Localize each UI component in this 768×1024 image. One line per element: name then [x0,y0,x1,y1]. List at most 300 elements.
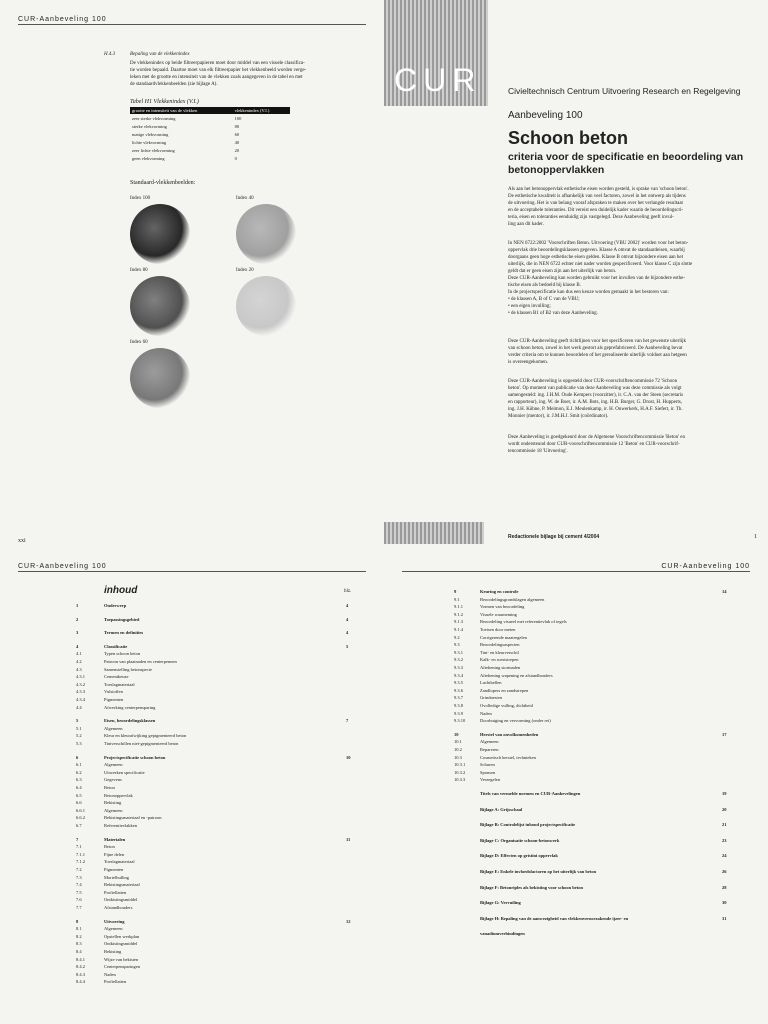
toc-entry-page: 4 [346,616,349,622]
toc-entry [454,777,732,784]
toc-entry-page: 10 [346,754,351,760]
toc-entry-title: Onderwerp [104,603,127,608]
header-rule [402,571,750,572]
toc-entry-title: Bijlage D: Effecten op gristini oppervlak [480,853,558,859]
toc-entry-number: 4.4 [76,704,82,710]
toc-entry-title: Tint- en kleurverschil [480,649,519,655]
toc-entry [454,703,732,710]
toc-entry-title: Tintverschillen niet-gepigmenteerd beton [104,741,179,746]
toc-entry [76,770,356,777]
text-line: • een eigen invulling; [508,304,551,309]
toc-entry-title: Luchtbellen [480,680,502,686]
toc-entry [76,852,356,859]
toc-entry-title: Algemeen [104,926,123,932]
toc-entry-page: 12 [346,918,351,924]
toc-entry-title: Repareren [480,747,499,752]
table-cell: 40 [234,139,240,145]
toc-entry-number: 2 [76,616,79,622]
toc-entry-page: 4 [346,630,349,636]
toc-entry-title: Pigmenten [104,867,124,872]
toc-entry [76,630,356,637]
page-number: 1 [754,534,757,540]
toc-entry-number: 6.5 [76,792,82,798]
table-cell: 20 [234,147,240,153]
toc-entry-number: 1 [76,603,79,608]
toc-entry-title: Ontkistingsmiddel [104,897,138,903]
text-line: is overeengekomen. [508,360,548,365]
text-line: In de projectspecificatie kan dus een keuze worden gemaakt in het bestoren van: [508,290,669,295]
toc-entry-title: Afwerking centerpensparing [104,704,156,710]
toc-entry [76,949,356,956]
running-head: CUR-Aanbeveling 100 [661,563,750,570]
toc-entry-number: 9.2 [454,634,460,640]
toc-entry-title: Fijne delen [104,851,125,857]
toc-entry-title: Algemeen [104,807,123,813]
toc-entry [76,651,356,658]
toc-entry [76,875,356,882]
text-line: geldt dat er geen eisen zijn aan het uiterlijk van beton. [508,269,617,274]
table-cell: zeer lichte vlekvorming [132,147,175,153]
toc-entry [454,755,732,762]
text-line: oppervlak drie beoordelingsklassen gegeven. Klasse A omvat de standaardeisen, waarbij [508,248,685,253]
toc-entry-title: Wijze van bekisten [104,956,139,962]
toc-entry-title: Patroon van plaatnaden en centerpennen [104,659,177,664]
toc-entry-number: 10.3.2 [454,769,466,775]
table-row [130,114,290,122]
toc-entry [454,791,732,798]
toc-entry-number: 10.1 [454,739,462,745]
toc-entry-title: Naden [104,971,116,977]
toc-entry-number: 8.4.2 [76,964,85,970]
text-line: In NEN 6722:2002 'Voorschriften Beton. Uitvoering (VBU 2002)' worden voor het beton- [508,241,689,246]
toc-entry [76,926,356,933]
footer-text: Redactionele bijlage bij cement 4/2004 [508,534,600,540]
table-cell: 60 [234,131,240,137]
toc-entry [76,890,356,897]
toc-entry-page: 20 [722,806,727,812]
toc-entry-title: Algemeen [480,739,499,745]
text-line: en de acceptabele toleranties. Dit vereist een duidelijk kader waarin de beoordelingscri- [508,208,684,213]
running-head: CUR-Aanbeveling 100 [18,563,107,570]
toc-entry-number: 10.3.1 [454,762,466,768]
toc-entry [454,597,732,604]
toc-entry [454,931,732,938]
text-line: doorgaans geen hoge esthetische eisen gelden. Klasse B omvat bijzondere eisen aan het [508,255,683,260]
toc-entry-title: Algemeen [104,762,123,768]
text-line: beton'. Op moment van publicatie van deze Aanbeveling was deze commissie als volgt [508,386,682,391]
text-line: Als aan het betonoppervlak esthetische eisen worden gesteld, is sprake van 'schoon beton'. [508,187,689,192]
table-cell: 80 [234,123,240,129]
toc-entry-title: Zandlopers en zandstrepen [480,687,529,693]
toc-entry [76,741,356,748]
toc-entry-title: Mortelbulling [104,874,129,880]
toc-entry-number: 8.4.4 [76,979,85,985]
toc-entry-number: 9.1.1 [454,604,463,610]
toc-entry-number: 9.1 [454,596,460,602]
section-title: Bepaling van de vlekkenindex [130,52,190,57]
toc-entry-number: 4.1 [76,651,82,657]
table-row [130,130,290,138]
toc-entry [454,718,732,725]
toc-entry-number: 5 [76,718,79,724]
toc-entry [454,739,732,746]
toc-entry-title: vanadiumverbindingen [480,931,525,937]
text-line: samengesteld: ing. J.H.M. Oude Kempers (voorzitter), ir. C.A. van der Steen (secretaris [508,393,684,398]
toc-entry-number: 8.1 [76,926,82,932]
toc-entry-title: Bekisting [104,949,122,954]
toc-entry-number: 8.4.3 [76,971,85,977]
table-cell: lichte vlekvorming [132,139,167,145]
toc-entry-title: Afstandhouders [104,905,133,910]
text-line: Deze Aanbeveling is goedgekeurd door de Algemene Voorschriftencommissie 'Beton' en [508,435,685,440]
toc-entry [76,905,356,912]
toc-entry-number: 7.1 [76,844,82,850]
toc-entry [76,934,356,941]
table-cell: matige vlekvorming [132,131,169,137]
toc-entry [76,897,356,904]
text-line: Deze CUR-Aanbeveling kan worden gebruikt voor het invullen van de bijzondere esthe- [508,276,686,281]
text-line: de uitvoering. Het is van belang vooraf afspraken te maken over het verlangde resultaat [508,201,683,206]
swatch-label: Index 20 [236,268,254,273]
toc-entry-number: 9.3.7 [454,695,463,701]
toc-entry-page: 28 [722,884,727,890]
toc-entry-title: Referentievlakken [104,823,137,828]
text-line: leken met de grootte en intensiteit van de vlekken zoals aangegeven in de tabel en met [130,75,303,80]
toc-entry-page: 23 [722,837,727,843]
toc-entry-number: 6.6.2 [76,815,85,821]
scope-paragraph [508,338,753,366]
swatch-label: Index 60 [130,340,148,345]
stain-pattern-image [130,204,190,264]
toc-entry-title: Bijlage H: Bepaling van de aanwezigheid van vlekkenveroorzakende ijzer- en [480,915,629,921]
toc-entry-number: 9.3 [454,642,460,648]
cur-logo: CUR [394,62,482,98]
toc-entry-title: Beton [104,844,115,850]
toc-entry-title: Uitwerken specificatie [104,769,145,775]
toc-entry-title: Doorbuiging en vervorming (onder rei) [480,718,551,724]
text-line: de standaardvlekkenbeelden (zie bijlage A). [130,82,218,87]
toc-entry [76,682,356,689]
page-cover [384,0,768,557]
toc-entry [76,644,356,651]
toc-entry [76,667,356,674]
text-line: van schoon beton, zowel in het werk gestort als geprefabriceerd. De Aanbeveling bevat [508,346,683,351]
toc-entry-title: Kalk- en roeststrepen [480,657,519,663]
toc-entry [76,941,356,948]
toc-entry-page: 4 [346,603,349,608]
toc-entry-number: 6.2 [76,769,82,775]
text-line: De vlekkenindex op beide filtreerpapieren moet door middel van een visuele classifica- [130,61,305,66]
toc-entry-number: 9.1.2 [454,611,463,617]
toc-entry-title: Toeslagmateriaal [104,859,135,865]
toc-entry [454,619,732,626]
subtitle: criteria voor de specificatie en beoordeling van betonoppervlakken [508,151,744,176]
toc-entry-number: 7.4 [76,882,82,888]
toc-entry-title: Gegevens [104,777,122,783]
header-rule [18,571,366,572]
toc-entry [76,705,356,712]
text-line: Deze CUR-Aanbeveling is opgesteld door CUR-voorschriftencommissie 72 'Schoon [508,379,678,384]
toc-entry-number: 8 [76,918,79,924]
toc-entry-number: 9.3.2 [454,657,463,663]
toc-page-column-label: blz. [344,589,352,594]
toc-entry-number: 9.3.8 [454,703,463,708]
toc-entry-title: Toepassingsgebied [104,616,140,622]
toc-entry-title: Beoordelingsgrondslagen algemeen [480,596,545,602]
table-cell: sterke vlekvorming [132,123,167,129]
text-line: Deze CUR-Aanbeveling geeft richtlijnen voor het specificeren van het gewenste uiterlijk [508,339,686,344]
toc-entry-title: Grindnesten [480,695,502,701]
text-line: tische eisen als bedoeld bij klasse B. [508,283,581,288]
toc-entry-title: Uitvoering [104,918,125,924]
swatch-label: Index 100 [130,196,151,201]
toc-entry-number: 9.3.6 [454,687,463,693]
table-header-cell: vlekkenindex (V.I.) [233,107,290,114]
toc-entry [76,964,356,971]
toc-entry [454,627,732,634]
toc-entry-title: Corrigerende maatregelen [480,634,527,640]
toc-entry-number: 6.6.1 [76,807,85,813]
toc-entry-title: Termen en definities [104,630,144,636]
toc-entry-page: 26 [722,869,727,874]
classes-paragraph [508,240,753,317]
toc-entry-title: Profiellatten [104,979,127,985]
toc-entry [454,665,732,672]
table-cell: geen vlekvorming [132,155,165,161]
toc-entry [76,755,356,762]
toc-entry [454,770,732,777]
toc-entry [76,800,356,807]
toc-entry-title: Aftekening wapening en afstandhouders [480,672,553,678]
toc-entry [76,882,356,889]
toc-entry [454,604,732,611]
toc-entry-title: Bekisting [104,800,122,806]
running-head: CUR-Aanbeveling 100 [18,16,107,23]
toc-entry [454,589,732,596]
toc-entry [454,900,732,907]
toc-entry-number: 9.1.3 [454,619,463,625]
toc-entry-title: Bijlage E: Enkele invloedsfactoren op het uiterlijk van beton [480,869,597,874]
toc-entry-title: Visuele waarneming [480,611,517,617]
toc-entry [454,916,732,923]
toc-entry [454,747,732,754]
text-line: verder criteria om te kunnen beoordelen of het gerealiseerde uiterlijk voldoet aan hetgeen [508,353,687,358]
toc-entry-number: 6.1 [76,762,82,768]
toc-entry-title: Aftekening stortnaden [480,665,521,670]
toc-entry [76,659,356,666]
toc-entry-number: 10 [454,731,459,737]
toc-entry-number: 4.3.1 [76,674,85,680]
toc-entry-title: Toetsen door meten [480,627,516,632]
toc-entry-title: Bekistingsmateriaal en -patroon [104,815,162,821]
toc-entry-title: Bijlage A: Grijsschaal [480,806,523,812]
toc-entry [76,808,356,815]
toc-entry [76,859,356,866]
toc-entry-title: Projectspecificatie schoon beton [104,754,166,760]
toc-entry [76,815,356,822]
text-line: ling aan dit kader. [508,222,544,227]
toc-entry [454,680,732,687]
toc-entry [76,762,356,769]
toc-entry [454,695,732,702]
table-row [130,122,290,130]
text-line: tie worden bepaald. Daartoe moet van elk filtreerpapier het vlekkenbeeld worden verge- [130,68,307,73]
toc-entry-number: 9 [454,589,457,594]
toc-entry [454,885,732,892]
toc-entry [76,979,356,986]
toc-entry-number: 6.4 [76,785,82,790]
toc-entry-title: Vormen van beoordeling [480,604,525,610]
toc-entry-number: 4.3.2 [76,681,85,687]
toc-entry-page: 7 [346,718,349,724]
toc-entry-title: Classificatie [104,643,128,649]
toc-entry-title: Opstellen werkplan [104,933,140,939]
text-line: teria, eisen en toleranties eenduidig zijn vastgelegd. Deze Aanbeveling geeft invul- [508,215,674,220]
toc-entry-number: 9.1.4 [454,627,463,632]
table-caption: Tabel H1 Vlekkenindex (V.I.) [130,99,199,105]
toc-entry-number: 9.3.9 [454,710,463,716]
stain-pattern-image [130,348,190,408]
section-number: H.4.3 [104,52,116,57]
toc-entry-number: 5.3 [76,741,82,746]
toc-entry-title: Cementkeuze [104,674,129,680]
toc-entry [76,689,356,696]
toc-entry-title: Toeslagmateriaal [104,681,135,687]
toc-entry [76,867,356,874]
text-line: en rapporteur), ing. W. de Boer, ir. A.M. Bots, ing. H.B. Burger, G. Drost, H. Hupperts, [508,400,683,405]
toc-entry-number: 4 [76,643,79,649]
toc-entry-number: 8.3 [76,941,82,947]
toc-entry-title: Bijlage F: Betonriples als bekisting voor schoon beton [480,884,584,890]
text-line: uiterlijk, die in NEN 6722 echter niet nader worden gespecificeerd. Voor klasse C zijn slotte [508,262,693,267]
toc-entry-number: 9.3.3 [454,665,463,670]
toc-entry-number: 9.3.5 [454,680,463,686]
toc-entry [454,822,732,829]
toc-entry-title: Herstel van onvolkomenheden [480,731,539,737]
table-cell: 0 [234,155,237,161]
toc-entry [454,869,732,876]
toc-entry [454,807,732,814]
toc-entry-page: 11 [346,836,351,842]
text-line: Monnier (mentor), ir. J.M.H.J. Smit (coördinator). [508,414,609,419]
toc-entry-number: 4.3.4 [76,697,85,702]
toc-entry [454,732,732,739]
swatch-label: Index 80 [130,268,148,273]
table-row [130,146,290,154]
recommendation-number: Aanbeveling 100 [508,110,583,121]
toc-entry-title: Pigmenten [104,697,124,702]
toc-entry-title: Ovolledige vulling, dichtheid [480,703,533,708]
toc-entry [454,853,732,860]
approval-paragraph [508,434,753,455]
toc-entry [454,673,732,680]
toc-entry-number: 10.3.3 [454,777,466,783]
toc-entry-title: Bijlage B: Controlelijst inhoud projectspecificatie [480,822,576,828]
toc-entry [76,785,356,792]
toc-entry-title: Algemeen [104,725,123,731]
toc-entry-number: 5.1 [76,725,82,731]
page-toc-right [384,557,768,1024]
toc-entry-title: Ontkistingsmiddel [104,941,138,947]
toc-entry-title: Bijlage C: Organisatie schoon-betonwerk [480,837,560,843]
toc-entry-title: Titels van vermelde normen en CUR-Aanbevelingen [480,791,581,796]
toc-entry [76,718,356,725]
toc-entry [454,838,732,845]
toc-entry-number: 7.7 [76,905,82,910]
toc-entry [454,635,732,642]
text-line: De esthetische kwaliteit is afhankelijk van veel factoren, zowel in het ontwerp als tijdens [508,194,686,199]
toc-entry [454,762,732,769]
text-line: wordt ondersteund door CUR-voorschriftencommissie 12 'Beton' en CUR-voorschrif- [508,442,680,447]
toc-entry [76,919,356,926]
table-row [130,138,290,146]
page-vlekkenindex [0,0,384,557]
text-line: • de klassen A, B of C van de VBU; [508,297,580,302]
table-cell: zeer sterke vlekvorming [132,115,176,121]
toc-entry [454,650,732,657]
toc-entry [76,823,356,830]
page-number: xxi [18,538,26,544]
toc-entry-page: 24 [722,853,727,859]
toc-entry-page: 21 [722,822,727,828]
toc-entry-title: Keuring en controle [480,589,519,594]
toc-entry [454,612,732,619]
toc-entry-number: 6.7 [76,823,82,828]
toc-entry-number: 3 [76,630,79,636]
toc-entry-number: 6.3 [76,777,82,783]
toc-entry-number: 4.3 [76,666,82,672]
table-cell: 100 [234,115,242,121]
toc-entry-title: Materialen [104,836,126,842]
table-header-cell: grootte en intensiteit van de vlekken [130,107,233,114]
toc-entry-title: Beton [104,785,115,790]
toc-entry-title: Samenstelling betonspecie [104,666,152,672]
text-line: ing. J.H. Kühne, P. Meimon, E.J. Meulenkamp, ir. H. Ouwerkerk, H.A.F. Siefert, ir. Th. [508,407,683,412]
text-line: tencommissie 18 'Uitvoering'. [508,449,568,454]
stain-pattern-image [130,276,190,336]
intro-paragraph [508,186,753,228]
toc-entry [76,972,356,979]
footer-bar [384,522,484,544]
toc-entry [76,726,356,733]
toc-entry-title: Schuren [480,762,495,768]
toc-entry-number: 6.6 [76,800,82,806]
toc-entry-number: 10.2 [454,747,462,752]
toc-entry-title: Naden [480,710,492,716]
header-rule [18,24,366,25]
toc-entry [76,957,356,964]
table-row [130,154,290,162]
standard-images-title: Standaard-vlekkenbeelden: [130,180,196,186]
toc-entry-page: 14 [722,589,727,594]
toc-title: inhoud [104,585,138,596]
text-line: • de klassen B1 of B2 van deze Aanbeveling. [508,311,598,316]
toc-entry-number: 7.5 [76,889,82,895]
toc-entry-title: Eisen, beoordelingsklassen [104,718,156,724]
toc-entry-page: 31 [722,915,727,921]
toc-entry [76,617,356,624]
toc-entry-title: Vulstoffen [104,689,123,695]
toc-entry-number: 7.1.2 [76,859,85,865]
stain-pattern-image [236,204,296,264]
toc-entry-title: Beoordeling visueel met referentievlak of tegels [480,619,567,625]
toc-entry-title: Bekistingsmateriaal [104,882,140,888]
toc-entry-number: 7.2 [76,867,82,872]
toc-entry-number: 4.2 [76,659,82,664]
stain-pattern-image [236,276,296,336]
toc-entry-number: 9.3.4 [454,672,463,678]
page-toc-left [0,557,384,1024]
